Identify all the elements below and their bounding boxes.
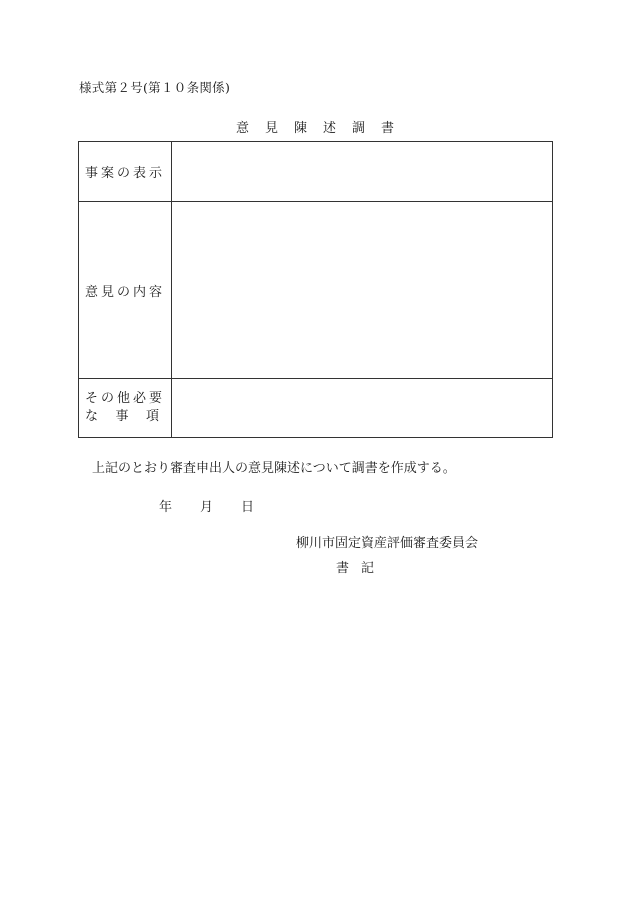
other-matters-label-line2 [85, 408, 159, 426]
title-char: 述 [323, 121, 337, 136]
case-display-label: 事案の表示 [79, 142, 172, 202]
statement-form-table [78, 141, 553, 438]
other-matters-field[interactable] [172, 379, 553, 438]
clerk-char: 書 [336, 561, 350, 576]
title-char: 調 [352, 121, 366, 136]
table-row [79, 379, 553, 438]
committee-name: 柳川市固定資産評価審査委員会 [296, 536, 479, 551]
clerk-char: 記 [361, 561, 375, 576]
title-char: 陳 [293, 121, 307, 136]
opinion-content-field[interactable] [172, 202, 553, 379]
label-char: 事 [115, 409, 129, 424]
other-matters-label [79, 379, 172, 438]
clerk-signature-line [336, 557, 386, 576]
date-year: 年 [159, 500, 173, 515]
other-matters-label-line1: その他必要 [85, 391, 166, 406]
title-char: 見 [264, 121, 278, 136]
date-month: 月 [200, 500, 214, 515]
table-row [79, 202, 553, 379]
document-title [0, 117, 630, 136]
label-char: な [85, 409, 99, 424]
label-char: 項 [145, 409, 159, 424]
case-display-field[interactable] [172, 142, 553, 202]
date-line [159, 496, 282, 515]
table-row [79, 142, 553, 202]
title-char: 意 [235, 121, 249, 136]
opinion-content-label: 意見の内容 [79, 202, 172, 379]
title-char: 書 [381, 121, 395, 136]
form-number: 様式第２号(第１０条関係) [79, 80, 231, 95]
statement-text: 上記のとおり審査申出人の意見陳述について調書を作成する。 [92, 461, 456, 476]
date-day: 日 [241, 500, 255, 515]
